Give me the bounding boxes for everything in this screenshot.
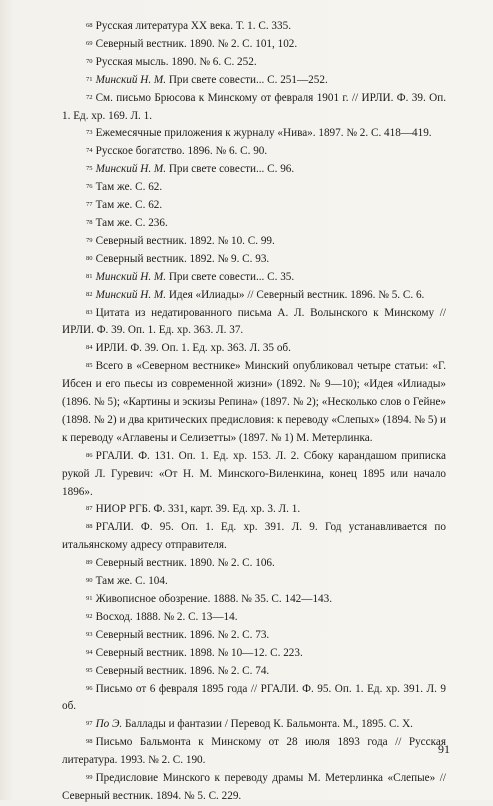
note-author: Минский Н. М.: [95, 270, 167, 283]
note-number: 98: [86, 738, 93, 746]
endnote: [62, 72, 446, 90]
note-text: Там же. С. 62.: [95, 199, 163, 212]
note-text: Письмо Бальмонта к Минскому от 28 июля 1893 года // Русская литература. 1993. № 2. С. 190.: [62, 736, 446, 767]
note-text: Русское богатство. 1896. № 6. С. 90.: [95, 145, 268, 158]
endnote: [62, 36, 446, 54]
note-author: Минский Н. М.: [95, 73, 167, 86]
note-text: Письмо от 6 февраля 1895 года // РГАЛИ. Ф. 95. Оп. 1. Ед. хр. 391. Л. 9 об.: [62, 682, 446, 713]
note-text: Северный вестник. 1896. № 2. С. 73.: [95, 628, 270, 641]
note-text: При свете совести... С. 35.: [168, 270, 295, 283]
note-number: 71: [86, 75, 93, 83]
endnote: [62, 305, 446, 341]
note-number: 92: [86, 612, 93, 620]
endnote: [62, 627, 446, 645]
note-number: 94: [86, 648, 93, 656]
note-text: РГАЛИ. Ф. 131. Оп. 1. Ед. хр. 153. Л. 2. Сбоку карандашом приписка рукой Л. Гуревич: «От Н. М. Минского-Виленкина, конец 1895 или начало 1896».: [62, 449, 446, 498]
note-number: 74: [86, 147, 93, 155]
note-text: При свете совести... С. 251—252.: [168, 73, 328, 86]
note-number: 87: [86, 505, 93, 513]
note-number: 78: [86, 218, 93, 226]
endnote: [62, 555, 446, 573]
note-number: 93: [86, 630, 93, 638]
note-number: 75: [86, 165, 93, 173]
note-text: Предисловие Минского к переводу драмы М. Метерлинка «Слепые» // Северный вестник. 1894. № 5. С. 229.: [62, 772, 446, 802]
note-text: РГАЛИ. Ф. 95. Оп. 1. Ед. хр. 391. Л. 9. Год устанавливается по итальянскому адресу отправителя.: [62, 521, 446, 552]
note-text: Баллады и фантазии / Перевод К. Бальмонта. М., 1895. С. Х.: [124, 718, 413, 731]
endnote: [62, 358, 446, 448]
note-text: Цитата из недатированного письма А. Л. Волынского к Минскому // ИРЛИ. Ф. 39. Оп. 1. Ед. хр. 363. Л. 37.: [62, 306, 446, 337]
endnote: [62, 251, 446, 269]
endnote: [62, 770, 446, 806]
endnote: [62, 90, 446, 126]
note-number: 70: [86, 57, 93, 65]
endnote: [62, 734, 446, 770]
note-text: Там же. С. 62.: [95, 181, 163, 194]
note-text: Ежемесячные приложения к журналу «Нива». 1897. № 2. С. 418—419.: [95, 127, 432, 140]
note-text: Там же. С. 104.: [95, 575, 168, 588]
note-number: 77: [86, 201, 93, 209]
note-text: Северный вестник. 1898. № 10—12. С. 223.: [95, 646, 303, 659]
note-number: 81: [86, 272, 93, 280]
note-number: 86: [86, 451, 93, 459]
note-author: По Э.: [95, 718, 123, 731]
endnote: [62, 161, 446, 179]
note-text: НИОР РГБ. Ф. 331, карт. 39. Ед. хр. 3. Л. 1.: [95, 503, 301, 516]
endnote: [62, 179, 446, 197]
note-number: 73: [86, 129, 93, 137]
note-text: Северный вестник. 1892. № 10. С. 99.: [95, 234, 275, 247]
note-text: Восход. 1888. № 2. С. 13—14.: [95, 610, 238, 623]
endnote: [62, 215, 446, 233]
note-number: 89: [86, 559, 93, 567]
endnote: [62, 501, 446, 519]
note-number: 83: [86, 308, 93, 316]
note-text: Живописное обозрение. 1888. № 35. С. 142—143.: [95, 593, 333, 605]
endnote: [62, 609, 446, 627]
endnote: [62, 269, 446, 287]
note-number: 85: [86, 362, 93, 370]
note-number: 95: [86, 666, 93, 674]
endnotes-list: [62, 18, 446, 806]
note-text: Северный вестник. 1890. № 2. С. 106.: [95, 557, 275, 570]
endnote: [62, 143, 446, 161]
note-text: ИРЛИ. Ф. 39. Оп. 1. Ед. хр. 363. Л. 35 об.: [95, 342, 291, 355]
note-number: 79: [86, 236, 93, 244]
note-text: Там же. С. 236.: [95, 216, 168, 229]
endnote: [62, 716, 446, 734]
note-text: При свете совести... С. 96.: [168, 163, 295, 176]
page-number: 91: [438, 742, 450, 756]
endnote: [62, 197, 446, 215]
note-number: 90: [86, 577, 93, 585]
endnote: [62, 573, 446, 591]
note-text: Идея «Илиады» // Северный вестник. 1896. № 5. С. 6.: [168, 288, 425, 301]
note-number: 97: [86, 720, 93, 728]
endnote: [62, 287, 446, 305]
endnote: [62, 18, 446, 36]
endnote: [62, 645, 446, 663]
note-number: 99: [86, 774, 93, 782]
note-number: 69: [86, 39, 93, 47]
note-text: См. письмо Брюсова к Минскому от февраля 1901 г. // ИРЛИ. Ф. 39. Оп. 1. Ед. хр. 169. Л. 1.: [62, 91, 446, 122]
note-number: 68: [86, 22, 93, 29]
note-number: 76: [86, 183, 93, 191]
endnote: [62, 125, 446, 143]
endnote: [62, 233, 446, 251]
endnote: [62, 54, 446, 72]
endnote: [62, 519, 446, 555]
note-author: Минский Н. М.: [95, 288, 167, 301]
note-number: 82: [86, 290, 93, 298]
note-text: Русская литература XX века. Т. 1. С. 335.: [95, 20, 291, 32]
note-text: Северный вестник. 1890. № 2. С. 101, 102.: [95, 37, 298, 50]
note-author: Минский Н. М.: [95, 163, 167, 176]
endnote: [62, 340, 446, 358]
note-text: Всего в «Северном вестнике» Минский опубликовал четыре статьи: «Г. Ибсен и его пьесы из современной жизни» (1892. № 9—10); «Идея «Илиады» (1896. № 5); «Картины и эскизы Репина» (1897. № 2); «Несколько слов о Гейне» (1898. № 2) и два критических предисловия: к переводу «Слепых» (1894. № 5) и к переводу «Аглавены и Селизетты» (1897. № 1) М. Метерлинка.: [62, 360, 446, 444]
note-number: 88: [86, 523, 93, 531]
note-number: 72: [86, 93, 93, 101]
endnote: [62, 681, 446, 717]
note-number: 91: [86, 595, 93, 602]
note-number: 96: [86, 684, 93, 692]
endnote: [62, 591, 446, 609]
endnote: [62, 663, 446, 681]
note-text: Северный вестник. 1896. № 2. С. 74.: [95, 664, 270, 677]
note-text: Русская мысль. 1890. № 6. С. 252.: [95, 55, 257, 68]
endnote: [62, 448, 446, 502]
note-number: 84: [86, 344, 93, 352]
note-number: 80: [86, 254, 93, 262]
note-text: Северный вестник. 1892. № 9. С. 93.: [95, 252, 270, 265]
